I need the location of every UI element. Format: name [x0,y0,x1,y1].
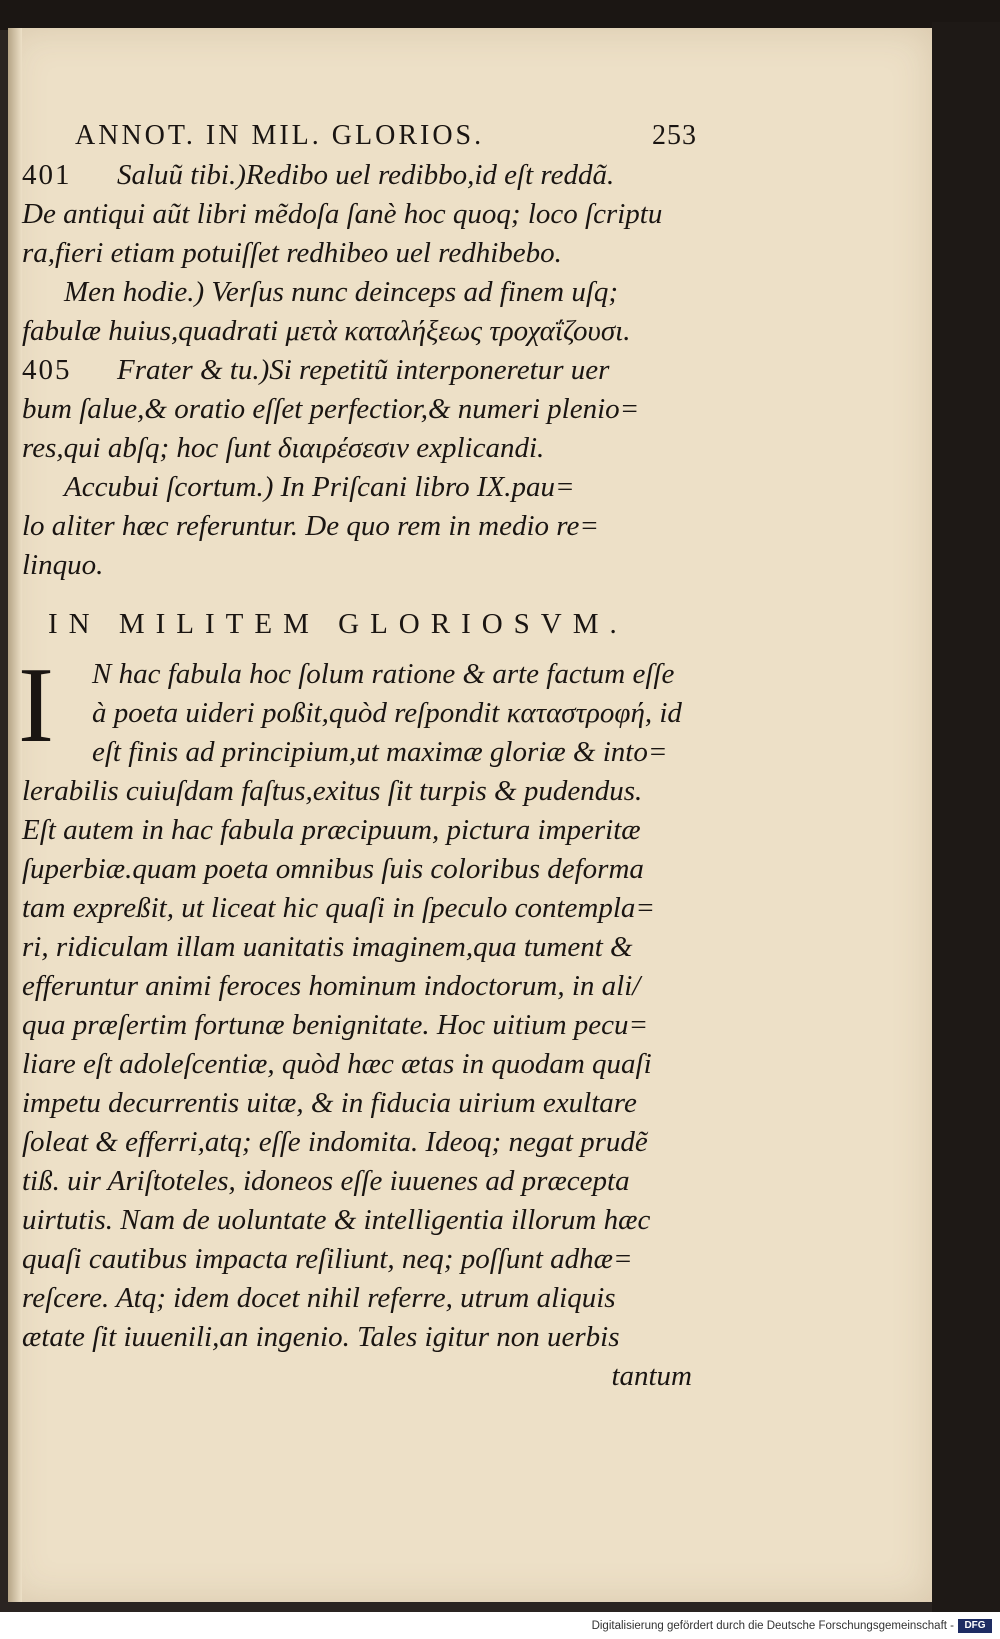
body-line: ſuperbiæ.quam poeta omnibus ſuis coloribus deforma [22,853,644,885]
body-line: liare eſt adoleſcentiæ, quòd hæc ætas in quodam quaſi [22,1048,652,1080]
dfg-logo: DFG [958,1619,992,1633]
note-line: lo aliter hæc referuntur. De quo rem in medio re= [22,510,599,542]
body-line: quaſi cautibus impacta reſiliunt, neq; poſſunt adhæ= [22,1243,633,1275]
note-line: linquo. [22,549,104,581]
body-line: ri, ridiculam illam uanitatis imaginem,qua tument & [22,931,633,963]
body-line: N hac fabula hoc ſolum ratione & arte factum eſſe [92,658,675,690]
catchword: tantum [611,1360,692,1392]
note-line: Accubui ſcortum.) In Priſcani libro IX.pau= [64,471,575,503]
running-head [75,120,697,152]
note-line: fabulæ huius,quadrati μετὰ καταλήξεως τροχαΐζουσι. [22,315,631,347]
body-line: ſoleat & efferri,atq; eſſe indomita. Ideoq; negat prudẽ [22,1126,648,1158]
note-line: 405 Frater & tu.)Si repetitũ interponeretur uer [22,351,712,390]
page-number: 253 [652,120,697,151]
body-text [22,655,712,1396]
body-line: reſcere. Atq; idem docet nihil referre, utrum aliquis [22,1282,616,1314]
note-line: Men hodie.) Verſus nunc deinceps ad finem uſq; [64,276,619,308]
body-line: eſt finis ad principium,ut maximæ gloriæ & into= [92,736,668,768]
page-gutter-shadow [8,28,22,1602]
footer-credit: Digitalisierung gefördert durch die Deutsche Forschungsgemeinschaft - [591,1620,954,1632]
drop-cap: I [18,646,54,765]
body-line: uirtutis. Nam de uoluntate & intelligentia illorum hæc [22,1204,651,1236]
body-line: à poeta uideri poßit,quòd reſpondit καταστροφή, id [92,697,682,729]
body-line: lerabilis cuiuſdam faſtus,exitus ſit turpis & pudendus. [22,775,643,807]
body-line: impetu decurrentis uitæ, & in fiducia uirium exultare [22,1087,637,1119]
note-line: De antiqui aũt libri mẽdoſa ſanè hoc quoq; loco ſcriptu [22,198,663,230]
section-title: IN MILITEM GLORIOSVM. [48,608,628,640]
note-line: ra,fieri etiam potuiſſet redhibeo uel redhibebo. [22,237,562,269]
scan-background-top [0,0,1000,30]
body-line: ætate ſit iuuenili,an ingenio. Tales igitur non uerbis [22,1321,620,1353]
annotations-block [22,156,712,585]
body-line: qua præſertim fortunæ benignitate. Hoc uitium pecu= [22,1009,649,1041]
note-line: bum ſalue,& oratio eſſet perfectior,& numeri plenio= [22,393,640,425]
note-number: 401 [22,159,72,191]
note-number: 405 [22,354,72,386]
note-line: 401 Saluũ tibi.)Redibo uel redibbo,id eſt reddã. [22,156,712,195]
body-line: Eſt autem in hac fabula præcipuum, pictura imperitæ [22,814,641,846]
scan-background-right [932,22,1000,1612]
note-line: res,qui abſq; hoc ſunt διαιρέσεσιν explicandi. [22,432,545,464]
body-line: tam expreßit, ut liceat hic quaſi in ſpeculo contempla= [22,892,655,924]
running-head-title: ANNOT. IN MIL. GLORIOS. [75,120,485,151]
body-line: efferuntur animi feroces hominum indoctorum, in ali/ [22,970,641,1002]
body-line: tiß. uir Ariſtoteles, idoneos eſſe iuuenes ad præcepta [22,1165,630,1197]
